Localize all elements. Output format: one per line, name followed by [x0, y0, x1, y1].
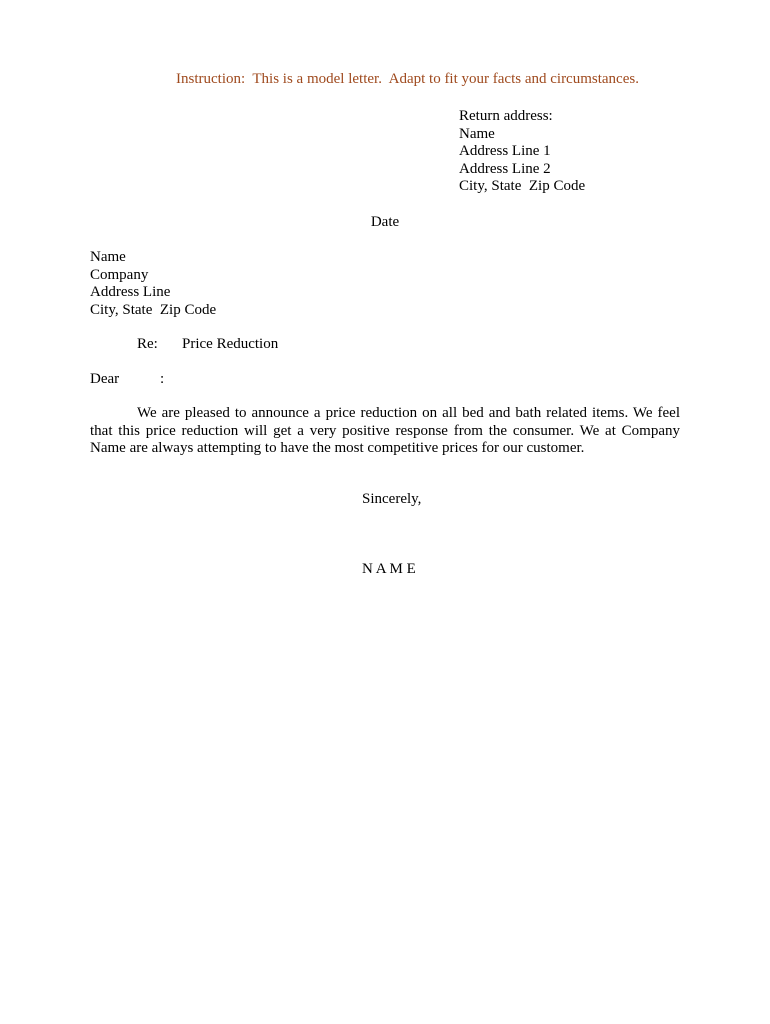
recipient-company: Company	[90, 266, 149, 283]
recipient-address-line: Address Line	[90, 284, 171, 300]
return-address-block	[459, 108, 585, 196]
body-paragraph: We are pleased to announce a price reduction on all bed and bath related items. We feel that this price reduction will get a very positive response from the consumer. We at Company Name are always attempting to have the most competitive prices for our customer.	[90, 405, 680, 456]
recipient-city-state-zip: City, State Zip Code	[90, 301, 217, 318]
instruction-note: Instruction: This is a model letter. Adapt to fit your facts and circumstances.	[176, 71, 639, 87]
recipient-name: Name	[90, 249, 126, 265]
recipient-block	[90, 249, 216, 319]
return-address-name: Name	[459, 125, 495, 142]
re-label: Re:	[137, 336, 158, 352]
salutation-line	[90, 371, 390, 389]
closing-line: Sincerely,	[362, 491, 422, 507]
return-address-label: Return address:	[459, 108, 553, 124]
return-address-line-1: Address Line 1	[459, 143, 551, 159]
signature-name-placeholder: N A M E	[362, 561, 416, 577]
subject-line	[90, 336, 680, 354]
return-address-line-2: Address Line 2	[459, 160, 551, 177]
re-subject-text: Price Reduction	[182, 336, 279, 352]
date-placeholder: Date	[370, 214, 400, 230]
salutation-word: Dear	[90, 371, 120, 387]
salutation-colon: :	[160, 371, 165, 387]
return-address-city-state-zip: City, State Zip Code	[459, 178, 586, 194]
